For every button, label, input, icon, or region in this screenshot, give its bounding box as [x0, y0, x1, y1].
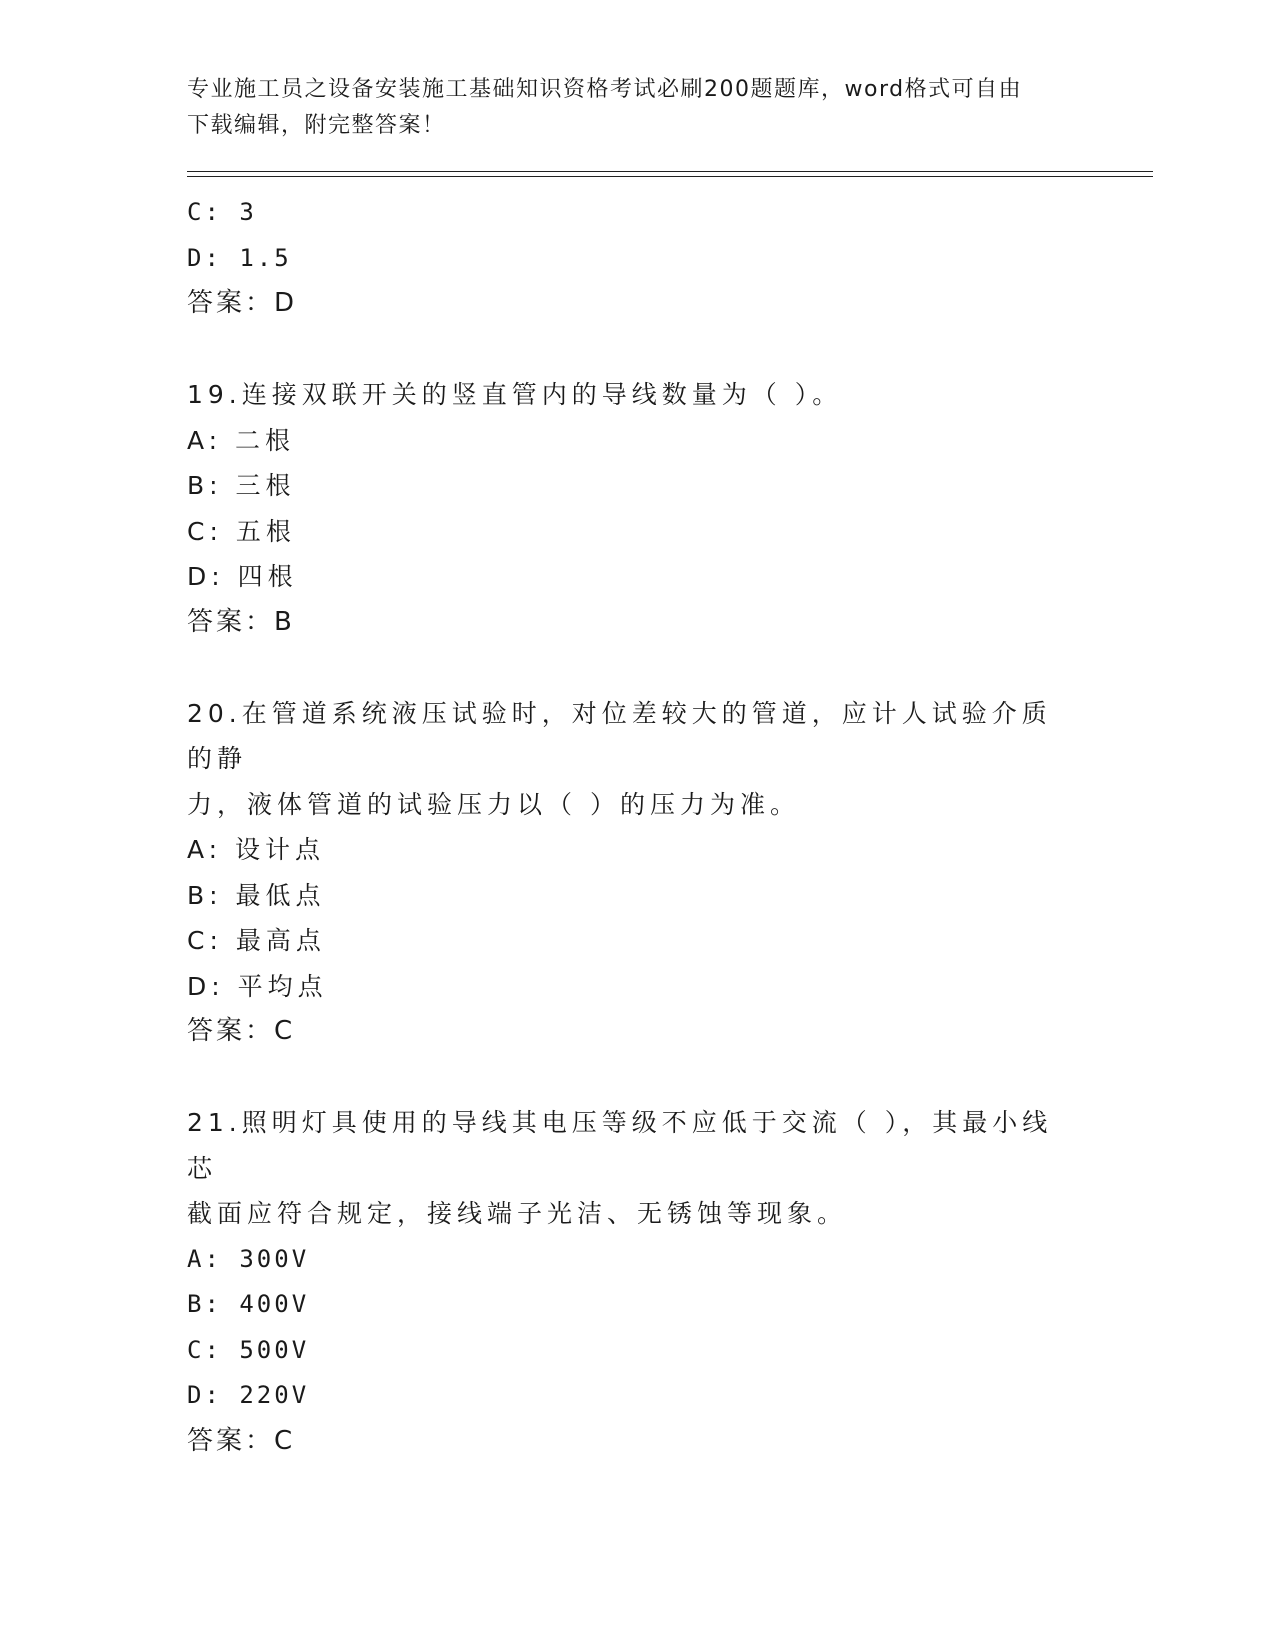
spacer [187, 1055, 1087, 1101]
option-c: C: 最高点 [187, 926, 326, 955]
document-body [187, 190, 1087, 1464]
option-c: C: 500V [187, 1335, 310, 1364]
question-stem: 19.连接双联开关的竖直管内的导线数量为（ ）。 [187, 380, 843, 409]
option-d: D: 四根 [187, 562, 298, 591]
header-title-line-2: 下载编辑，附完整答案！ [187, 113, 446, 138]
spacer [187, 327, 1087, 373]
option-d: D: 1.5 [187, 243, 292, 272]
header-rule-top [187, 171, 1153, 172]
option-b: B: 最低点 [187, 880, 326, 910]
option-a: A: 300V [187, 1244, 310, 1273]
document-header [187, 72, 1087, 144]
question-20 [187, 691, 1087, 1055]
header-title-line-1: 专业施工员之设备安装施工基础知识资格考试必刷200题题库，word格式可自由 [187, 77, 1023, 102]
option-c: C: 五根 [187, 516, 296, 546]
option-a: A: 设计点 [187, 835, 326, 864]
question-21 [187, 1100, 1087, 1464]
spacer [187, 645, 1087, 691]
question-18-tail [187, 190, 1087, 327]
option-d: D: 220V [187, 1381, 310, 1409]
question-19 [187, 372, 1087, 645]
question-stem-line-1: 21.照明灯具使用的导线其电压等级不应低于交流（ ），其最小线芯 [187, 1108, 1053, 1183]
header-rule-bottom [187, 176, 1153, 177]
option-a: A: 二根 [187, 425, 296, 455]
answer: 答案：D [187, 288, 298, 318]
answer: 答案：C [187, 1425, 296, 1456]
question-stem-line-2: 力，液体管道的试验压力以（ ）的压力为准。 [187, 789, 800, 819]
answer: 答案：B [187, 606, 295, 637]
question-stem-line-2: 截面应符合规定，接线端子光洁、无锈蚀等现象。 [187, 1199, 848, 1228]
option-c: C: 3 [187, 198, 257, 226]
question-stem-line-1: 20.在管道系统液压试验时，对位差较大的管道，应计人试验介质的静 [187, 698, 1052, 773]
answer: 答案：C [187, 1016, 296, 1046]
option-b: B: 400V [187, 1290, 310, 1318]
option-d: D: 平均点 [187, 971, 328, 1001]
option-b: B: 三根 [187, 471, 296, 500]
